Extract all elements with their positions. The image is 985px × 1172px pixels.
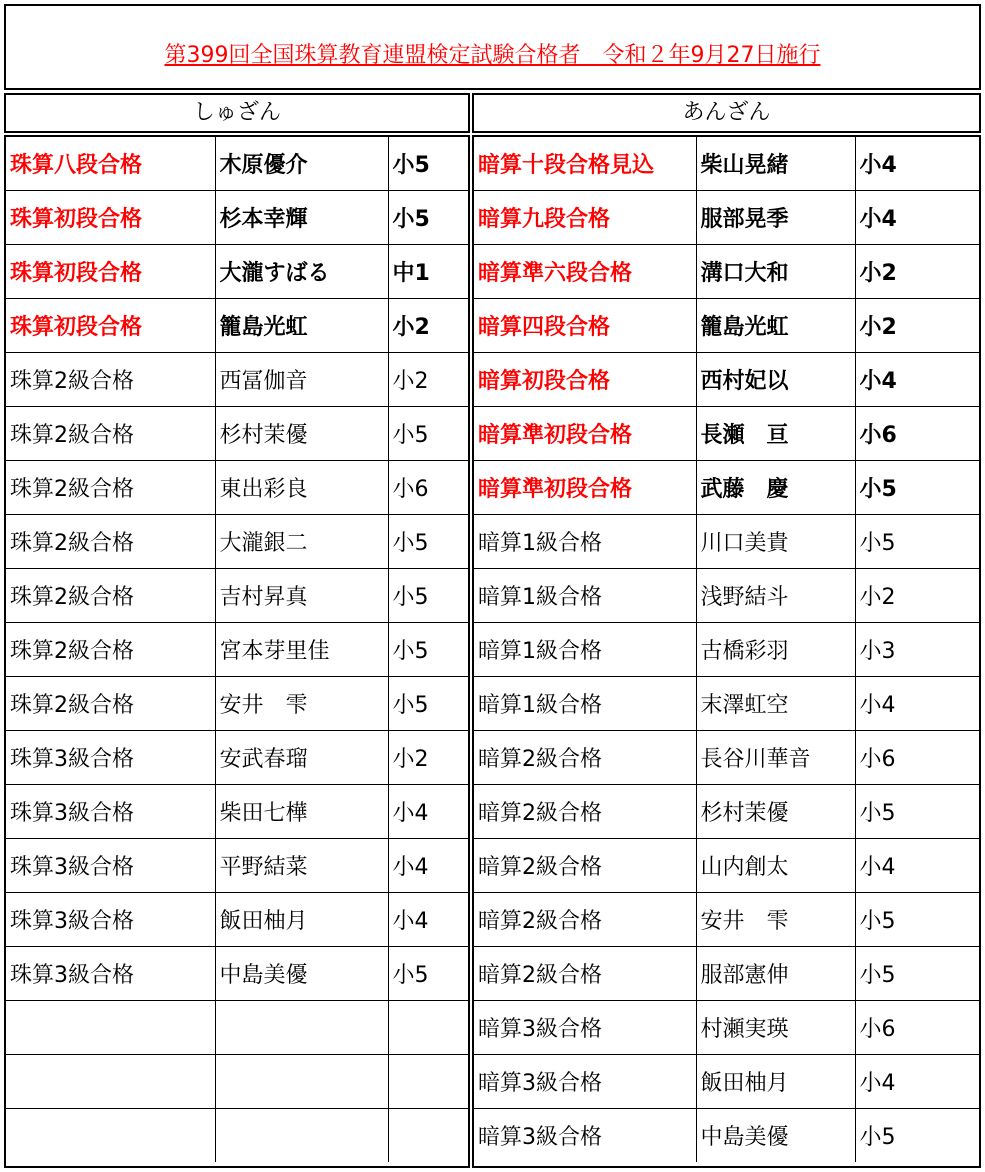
grade-cell: 小5 — [388, 569, 468, 623]
name-cell: 木原優介 — [215, 137, 388, 191]
grade-cell: 小2 — [388, 299, 468, 353]
rank-cell: 暗算2級合格 — [474, 839, 696, 893]
grade-cell: 小5 — [388, 623, 468, 677]
name-cell: 服部晃季 — [696, 191, 855, 245]
anzan-table — [474, 137, 979, 1162]
name-cell — [215, 1055, 388, 1109]
grade-cell — [388, 1109, 468, 1163]
name-cell: 川口美貴 — [696, 515, 855, 569]
name-cell: 籠島光虹 — [696, 299, 855, 353]
rank-cell: 暗算準初段合格 — [474, 407, 696, 461]
anzan-row — [474, 893, 979, 947]
grade-cell: 小5 — [855, 893, 979, 947]
rank-cell: 珠算2級合格 — [6, 461, 215, 515]
name-cell: 宮本芽里佳 — [215, 623, 388, 677]
title-box — [4, 4, 981, 90]
grade-cell: 小2 — [855, 299, 979, 353]
anzan-panel — [472, 135, 981, 1168]
name-cell — [215, 1001, 388, 1055]
anzan-header: あんざん — [472, 93, 981, 133]
grade-cell: 小5 — [388, 191, 468, 245]
rank-cell: 暗算3級合格 — [474, 1109, 696, 1163]
name-cell: 大瀧銀二 — [215, 515, 388, 569]
anzan-row — [474, 623, 979, 677]
anzan-row — [474, 137, 979, 191]
rank-cell: 珠算初段合格 — [6, 299, 215, 353]
grade-cell: 小4 — [855, 1055, 979, 1109]
shuzan-row — [6, 407, 468, 461]
shuzan-row — [6, 137, 468, 191]
grade-cell: 小2 — [855, 245, 979, 299]
grade-cell: 小5 — [855, 947, 979, 1001]
grade-cell: 中1 — [388, 245, 468, 299]
shuzan-row — [6, 245, 468, 299]
anzan-row — [474, 461, 979, 515]
name-cell: 大瀧すばる — [215, 245, 388, 299]
rank-cell: 珠算3級合格 — [6, 785, 215, 839]
rank-cell — [6, 1001, 215, 1055]
shuzan-header: しゅざん — [4, 93, 470, 133]
shuzan-panel — [4, 135, 470, 1168]
name-cell: 平野結菜 — [215, 839, 388, 893]
anzan-row — [474, 299, 979, 353]
grade-cell: 小4 — [855, 191, 979, 245]
rank-cell: 珠算初段合格 — [6, 191, 215, 245]
grade-cell: 小4 — [388, 839, 468, 893]
rank-cell: 暗算四段合格 — [474, 299, 696, 353]
anzan-row — [474, 569, 979, 623]
name-cell: 村瀬実瑛 — [696, 1001, 855, 1055]
name-cell: 西冨伽音 — [215, 353, 388, 407]
name-cell: 中島美優 — [696, 1109, 855, 1163]
shuzan-row — [6, 353, 468, 407]
name-cell: 中島美優 — [215, 947, 388, 1001]
grade-cell: 小6 — [855, 731, 979, 785]
grade-cell: 小4 — [855, 353, 979, 407]
shuzan-row — [6, 1001, 468, 1055]
grade-cell: 小5 — [388, 515, 468, 569]
shuzan-row — [6, 1109, 468, 1163]
name-cell: 長谷川華音 — [696, 731, 855, 785]
grade-cell: 小4 — [855, 839, 979, 893]
grade-cell: 小6 — [855, 1001, 979, 1055]
name-cell: 西村妃以 — [696, 353, 855, 407]
name-cell: 安武春瑠 — [215, 731, 388, 785]
grade-cell: 小6 — [388, 461, 468, 515]
rank-cell: 珠算2級合格 — [6, 623, 215, 677]
rank-cell: 暗算2級合格 — [474, 785, 696, 839]
anzan-row — [474, 407, 979, 461]
page-title: 第399回全国珠算教育連盟検定試験合格者 令和２年9月27日施行 — [164, 43, 821, 68]
anzan-row — [474, 191, 979, 245]
rank-cell: 珠算3級合格 — [6, 947, 215, 1001]
rank-cell: 珠算八段合格 — [6, 137, 215, 191]
rank-cell: 暗算準六段合格 — [474, 245, 696, 299]
anzan-row — [474, 1055, 979, 1109]
grade-cell: 小5 — [855, 515, 979, 569]
grade-cell: 小4 — [388, 893, 468, 947]
name-cell: 杉村茉優 — [215, 407, 388, 461]
name-cell: 浅野結斗 — [696, 569, 855, 623]
rank-cell: 暗算2級合格 — [474, 893, 696, 947]
grade-cell: 小5 — [388, 947, 468, 1001]
shuzan-row — [6, 785, 468, 839]
grade-cell: 小6 — [855, 407, 979, 461]
name-cell: 末澤虹空 — [696, 677, 855, 731]
name-cell: 安井 雫 — [215, 677, 388, 731]
grade-cell: 小4 — [855, 677, 979, 731]
name-cell: 古橋彩羽 — [696, 623, 855, 677]
shuzan-row — [6, 893, 468, 947]
grade-cell: 小5 — [388, 677, 468, 731]
rank-cell: 珠算初段合格 — [6, 245, 215, 299]
rank-cell: 暗算1級合格 — [474, 515, 696, 569]
grade-cell: 小5 — [855, 461, 979, 515]
shuzan-row — [6, 677, 468, 731]
rank-cell: 暗算3級合格 — [474, 1055, 696, 1109]
anzan-row — [474, 515, 979, 569]
rank-cell: 暗算準初段合格 — [474, 461, 696, 515]
anzan-row — [474, 677, 979, 731]
rank-cell: 珠算3級合格 — [6, 893, 215, 947]
name-cell: 柴田七樺 — [215, 785, 388, 839]
rank-cell: 珠算2級合格 — [6, 677, 215, 731]
rank-cell: 暗算1級合格 — [474, 623, 696, 677]
rank-cell — [6, 1109, 215, 1163]
shuzan-row — [6, 515, 468, 569]
anzan-row — [474, 731, 979, 785]
grade-cell: 小4 — [388, 785, 468, 839]
grade-cell — [388, 1055, 468, 1109]
shuzan-row — [6, 731, 468, 785]
shuzan-row — [6, 299, 468, 353]
name-cell: 柴山晃緒 — [696, 137, 855, 191]
rank-cell: 珠算2級合格 — [6, 407, 215, 461]
rank-cell: 珠算2級合格 — [6, 515, 215, 569]
anzan-row — [474, 947, 979, 1001]
shuzan-row — [6, 461, 468, 515]
name-cell: 東出彩良 — [215, 461, 388, 515]
shuzan-row — [6, 569, 468, 623]
rank-cell: 珠算3級合格 — [6, 839, 215, 893]
name-cell: 安井 雫 — [696, 893, 855, 947]
name-cell: 籠島光虹 — [215, 299, 388, 353]
rank-cell: 珠算2級合格 — [6, 569, 215, 623]
shuzan-row — [6, 623, 468, 677]
grade-cell — [388, 1001, 468, 1055]
name-cell: 飯田柚月 — [215, 893, 388, 947]
name-cell: 吉村昇真 — [215, 569, 388, 623]
name-cell — [215, 1109, 388, 1163]
rank-cell: 暗算1級合格 — [474, 569, 696, 623]
shuzan-row — [6, 191, 468, 245]
shuzan-row — [6, 947, 468, 1001]
anzan-row — [474, 1109, 979, 1163]
rank-cell: 暗算2級合格 — [474, 731, 696, 785]
grade-cell: 小5 — [388, 407, 468, 461]
name-cell: 飯田柚月 — [696, 1055, 855, 1109]
name-cell: 長瀬 亘 — [696, 407, 855, 461]
rank-cell: 暗算3級合格 — [474, 1001, 696, 1055]
grade-cell: 小2 — [388, 731, 468, 785]
grade-cell: 小2 — [855, 569, 979, 623]
name-cell: 杉本幸輝 — [215, 191, 388, 245]
anzan-row — [474, 1001, 979, 1055]
name-cell: 杉村茉優 — [696, 785, 855, 839]
name-cell: 山内創太 — [696, 839, 855, 893]
anzan-row — [474, 353, 979, 407]
rank-cell: 暗算2級合格 — [474, 947, 696, 1001]
grade-cell: 小5 — [855, 785, 979, 839]
name-cell: 武藤 慶 — [696, 461, 855, 515]
name-cell: 溝口大和 — [696, 245, 855, 299]
rank-cell: 暗算初段合格 — [474, 353, 696, 407]
rank-cell: 暗算1級合格 — [474, 677, 696, 731]
anzan-row — [474, 785, 979, 839]
rank-cell: 暗算十段合格見込 — [474, 137, 696, 191]
shuzan-table — [6, 137, 468, 1162]
anzan-row — [474, 839, 979, 893]
grade-cell: 小3 — [855, 623, 979, 677]
grade-cell: 小2 — [388, 353, 468, 407]
grade-cell: 小5 — [388, 137, 468, 191]
rank-cell: 暗算九段合格 — [474, 191, 696, 245]
anzan-row — [474, 245, 979, 299]
shuzan-row — [6, 1055, 468, 1109]
rank-cell: 珠算2級合格 — [6, 353, 215, 407]
grade-cell: 小4 — [855, 137, 979, 191]
name-cell: 服部憲伸 — [696, 947, 855, 1001]
grade-cell: 小5 — [855, 1109, 979, 1163]
rank-cell — [6, 1055, 215, 1109]
shuzan-row — [6, 839, 468, 893]
rank-cell: 珠算3級合格 — [6, 731, 215, 785]
